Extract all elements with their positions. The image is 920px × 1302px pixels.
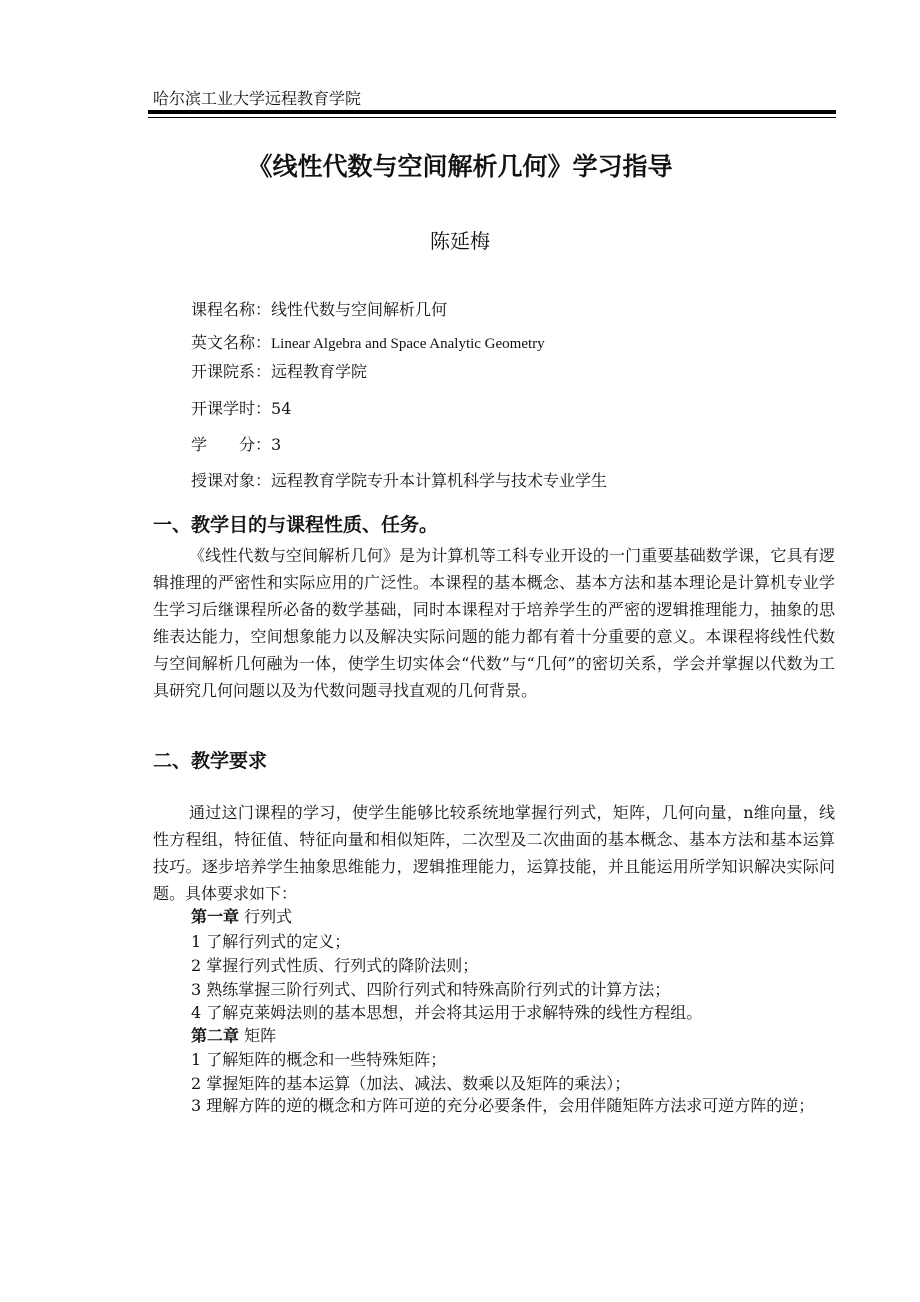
header-rule-thick	[148, 110, 836, 114]
chapter2-item-2: 2 掌握矩阵的基本运算（加法、减法、数乘以及矩阵的乘法）；	[191, 1074, 631, 1093]
course-name-value: 线性代数与空间解析几何	[271, 300, 448, 319]
chapter1-name: 行列式	[244, 907, 293, 926]
course-english-label: 英文名称：	[191, 333, 272, 352]
course-credits-label: 学 分：	[191, 435, 272, 454]
course-department-row	[191, 359, 367, 382]
chapter1-item-3: 3 熟练掌握三阶行列式、四阶行列式和特殊高阶行列式的计算方法；	[191, 980, 671, 999]
course-audience-value: 远程教育学院专升本计算机科学与技术专业学生	[271, 471, 608, 490]
section2-paragraph: 通过这门课程的学习，使学生能够比较系统地掌握行列式，矩阵，几何向量，n维向量，线性方程组，特征值、特征向量和相似矩阵，二次型及二次曲面的基本概念、基本方法和基本运算技巧。逐步培养学生抽象思维能力，逻辑推理能力，运算技能，并且能运用所学知识解决实际问题。具体要求如下：	[153, 803, 835, 903]
course-name-row	[191, 297, 447, 320]
course-audience-label: 授课对象：	[191, 471, 272, 490]
chapter1-label: 第一章	[191, 907, 240, 926]
course-credits-row	[191, 432, 281, 455]
document-title: 《线性代数与空间解析几何》学习指导	[247, 152, 673, 181]
section2-heading: 二、教学要求	[153, 750, 268, 772]
course-department-value: 远程教育学院	[271, 362, 368, 381]
section1-paragraph: 《线性代数与空间解析几何》是为计算机等工科专业开设的一门重要基础数学课，它具有逻辑推理的严密性和实际应用的广泛性。本课程的基本概念、基本方法和基本理论是计算机专业学生学习后继课程所必备的数学基础，同时本课程对于培养学生的严密的逻辑推理能力，抽象的思维表达能力，空间想象能力以及解决实际问题的能力都有着十分重要的意义。本课程将线性代数与空间解析几何融为一体，使学生切实体会“代数”与“几何”的密切关系，学会并掌握以代数为工具研究几何问题以及为代数问题寻找直观的几何背景。	[153, 546, 835, 700]
chapter2-item-1: 1 了解矩阵的概念和一些特殊矩阵；	[191, 1050, 447, 1069]
section1-heading: 一、教学目的与课程性质、任务。	[153, 514, 439, 536]
chapter2-name: 矩阵	[244, 1026, 277, 1045]
course-english-row	[191, 330, 545, 353]
header-institution: 哈尔滨工业大学远程教育学院	[153, 89, 362, 108]
course-credits-value: 3	[271, 435, 282, 454]
course-name-label: 课程名称：	[191, 300, 272, 319]
course-english-value: Linear Algebra and Space Analytic Geometry	[271, 336, 545, 352]
chapter1-item-1: 1 了解行列式的定义；	[191, 932, 351, 951]
course-department-label: 开课院系：	[191, 362, 272, 381]
header-rule-thin	[148, 117, 836, 118]
chapter1-heading	[191, 904, 292, 927]
course-audience-row	[191, 468, 607, 491]
chapter2-heading	[191, 1023, 276, 1046]
course-hours-value: 54	[271, 399, 292, 418]
document-author: 陈延梅	[430, 229, 490, 253]
chapter2-label: 第二章	[191, 1026, 240, 1045]
course-hours-label: 开课学时：	[191, 399, 272, 418]
course-hours-row	[191, 396, 291, 419]
chapter1-item-2: 2 掌握行列式性质、行列式的降阶法则；	[191, 956, 479, 975]
chapter2-item-3: 3 理解方阵的逆的概念和方阵可逆的充分必要条件，会用伴随矩阵方法求可逆方阵的逆；	[191, 1096, 815, 1115]
chapter1-item-4: 4 了解克莱姆法则的基本思想，并会将其运用于求解特殊的线性方程组。	[191, 1003, 703, 1022]
